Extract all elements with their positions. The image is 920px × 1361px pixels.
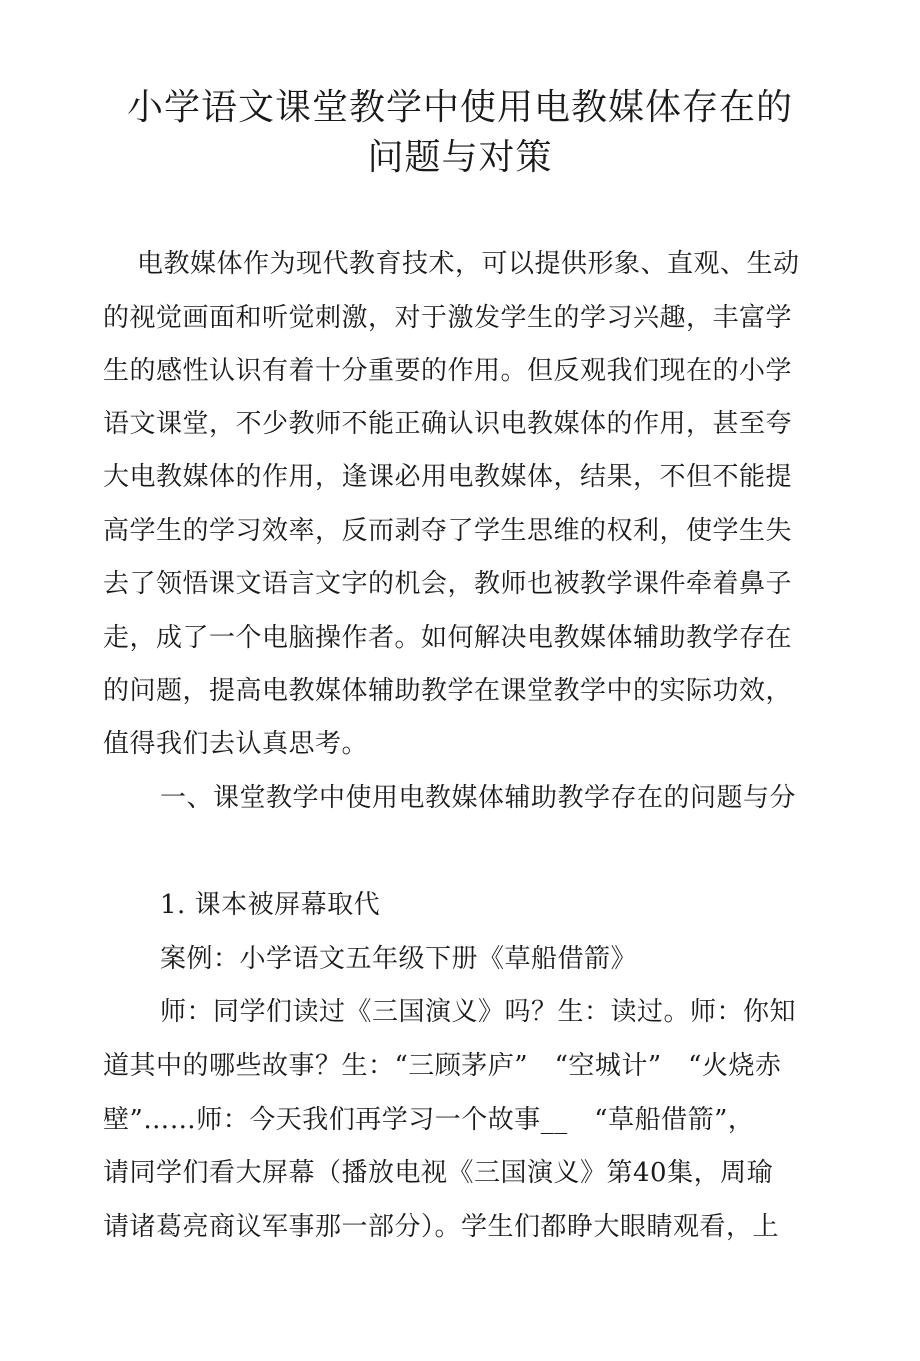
title-line-2: 问题与对策 [367,137,553,178]
paragraph-line: 的视觉画面和听觉刺激，对于激发学生的学习兴趣，丰富学 [103,303,793,333]
case-label: 案例：小学语文五年级下册《草船借箭》 [160,944,638,974]
paragraph-line: 走，成了一个电脑操作者。如何解决电教媒体辅助教学存在 [103,623,793,653]
paragraph-line: 去了领悟课文语言文字的机会，教师也被教学课件牵着鼻子 [103,569,793,599]
paragraph-line: 高学生的学习效率，反而剥夺了学生思维的权利，使学生失 [103,516,793,546]
paragraph-line: 值得我们去认真思考。 [103,729,369,759]
subsection-heading: 1. 课本被屏幕取代 [160,890,381,920]
paragraph-line: 生的感性认识有着十分重要的作用。但反观我们现在的小学 [103,356,793,386]
dialog-line: 请同学们看大屏幕（播放电视《三国演义》第40集，周瑜 [103,1158,774,1188]
document-title [100,83,820,183]
dialog-line: 道其中的哪些故事？生：“三顾茅庐” “空城计” “火烧赤 [103,1051,782,1081]
title-line-1: 小学语文课堂教学中使用电教媒体存在的 [126,87,793,128]
paragraph-line: 语文课堂，不少教师不能正确认识电教媒体的作用，甚至夸 [103,409,793,439]
dialog-line: 壁”……师：今天我们再学习一个故事__ “草船借箭”， [103,1105,755,1135]
section-heading: 一、课堂教学中使用电教媒体辅助教学存在的问题与分 [160,783,797,813]
paragraph-line: 电教媒体作为现代教育技术，可以提供形象、直观、生动 [137,249,800,279]
paragraph-line: 的问题，提高电教媒体辅助教学在课堂教学中的实际功效， [103,676,793,706]
dialog-line: 师：同学们读过《三国演义》吗？生：读过。师：你知 [160,997,797,1027]
dialog-line: 请诸葛亮商议军事那一部分）。学生们都睁大眼睛观看，上 [103,1212,780,1242]
paragraph-line: 大电教媒体的作用，逢课必用电教媒体，结果，不但不能提 [103,462,793,492]
